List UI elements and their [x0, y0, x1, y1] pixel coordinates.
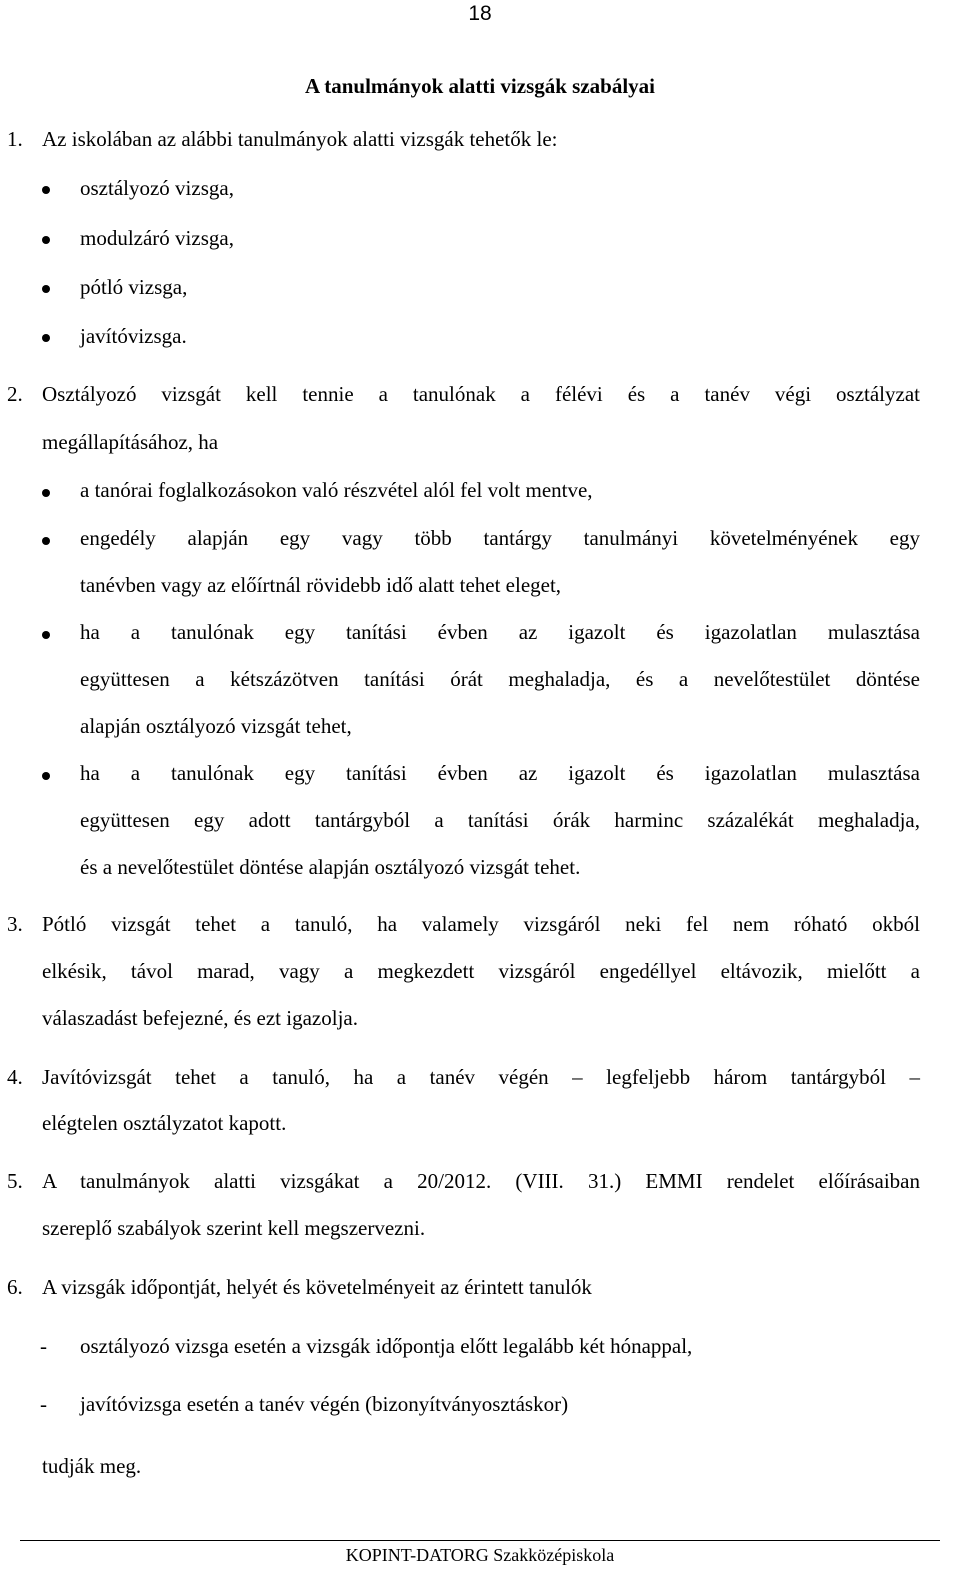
page-footer: KOPINT-DATORG Szakközépiskola — [345, 1545, 615, 1565]
section-4-number: 4. — [7, 1065, 23, 1089]
section-3-number: 3. — [7, 912, 23, 936]
bullet-icon — [42, 489, 50, 497]
list-item: ha a tanulónak egy tanítási évben az igazolt és igazolatlan mulasztása — [80, 761, 920, 785]
section-3-line: válaszadást befejezné, és ezt igazolja. — [42, 1006, 358, 1030]
section-3-line: Pótló vizsgát tehet a tanuló, ha valamely vizsgáról neki fel nem róható okból — [42, 912, 920, 936]
section-1-text: Az iskolában az alábbi tanulmányok alatti vizsgák tehetők le: — [42, 127, 558, 151]
section-3-line: elkésik, távol marad, vagy a megkezdett vizsgáról engedéllyel eltávozik, mielőtt a — [42, 959, 920, 983]
bullet-icon — [42, 537, 50, 545]
list-item-continuation: tanévben vagy az előírtnál rövidebb idő alatt tehet eleget, — [80, 573, 562, 597]
section-6-line: A vizsgák időpontját, helyét és követelményeit az érintett tanulók — [42, 1275, 592, 1299]
bullet-icon — [42, 631, 50, 639]
dash-item: osztályozó vizsga esetén a vizsgák időpontja előtt legalább két hónappal, — [80, 1334, 693, 1358]
section-2-number: 2. — [7, 382, 23, 406]
page-title: A tanulmányok alatti vizsgák szabályai — [304, 74, 656, 98]
bullet-icon — [42, 772, 50, 780]
section-4-line: elégtelen osztályzatot kapott. — [42, 1111, 287, 1135]
list-item-continuation: együttesen egy adott tantárgyból a tanítási órák harminc százalékát meghaladja, — [80, 808, 920, 832]
bullet-icon — [42, 186, 50, 194]
dash-marker: - — [40, 1392, 47, 1416]
section-1-number: 1. — [7, 127, 23, 151]
section-4-line: Javítóvizsgát tehet a tanuló, ha a tanév végén – legfeljebb három tantárgyból – — [42, 1065, 920, 1089]
section-2-line: megállapításához, ha — [42, 430, 219, 454]
list-item: modulzáró vizsga, — [80, 226, 234, 250]
footer-divider — [20, 1540, 940, 1541]
list-item-continuation: és a nevelőtestület döntése alapján osztályozó vizsgát tehet. — [80, 855, 581, 879]
list-item: a tanórai foglalkozásokon való részvétel alól fel volt mentve, — [80, 478, 593, 502]
section-6-closing: tudják meg. — [42, 1454, 142, 1478]
section-2-line: Osztályozó vizsgát kell tennie a tanulónak a félévi és a tanév végi osztályzat — [42, 382, 920, 406]
page-number: 18 — [468, 2, 492, 25]
list-item: engedély alapján egy vagy több tantárgy tanulmányi követelményének egy — [80, 526, 920, 550]
section-5-line: A tanulmányok alatti vizsgákat a 20/2012. (VIII. 31.) EMMI rendelet előírásaiban — [42, 1169, 920, 1193]
list-item: ha a tanulónak egy tanítási évben az igazolt és igazolatlan mulasztása — [80, 620, 920, 644]
list-item: pótló vizsga, — [80, 275, 188, 299]
list-item-continuation: együttesen a kétszázötven tanítási órát meghaladja, és a nevelőtestület döntése — [80, 667, 920, 691]
dash-item: javítóvizsga esetén a tanév végén (bizonyítványosztáskor) — [80, 1392, 569, 1416]
section-5-line: szereplő szabályok szerint kell megszervezni. — [42, 1216, 426, 1240]
section-6-number: 6. — [7, 1275, 23, 1299]
list-item-continuation: alapján osztályozó vizsgát tehet, — [80, 714, 352, 738]
bullet-icon — [42, 236, 50, 244]
list-item: osztályozó vizsga, — [80, 176, 234, 200]
list-item: javítóvizsga. — [80, 324, 187, 348]
section-5-number: 5. — [7, 1169, 23, 1193]
dash-marker: - — [40, 1334, 47, 1358]
bullet-icon — [42, 334, 50, 342]
bullet-icon — [42, 285, 50, 293]
